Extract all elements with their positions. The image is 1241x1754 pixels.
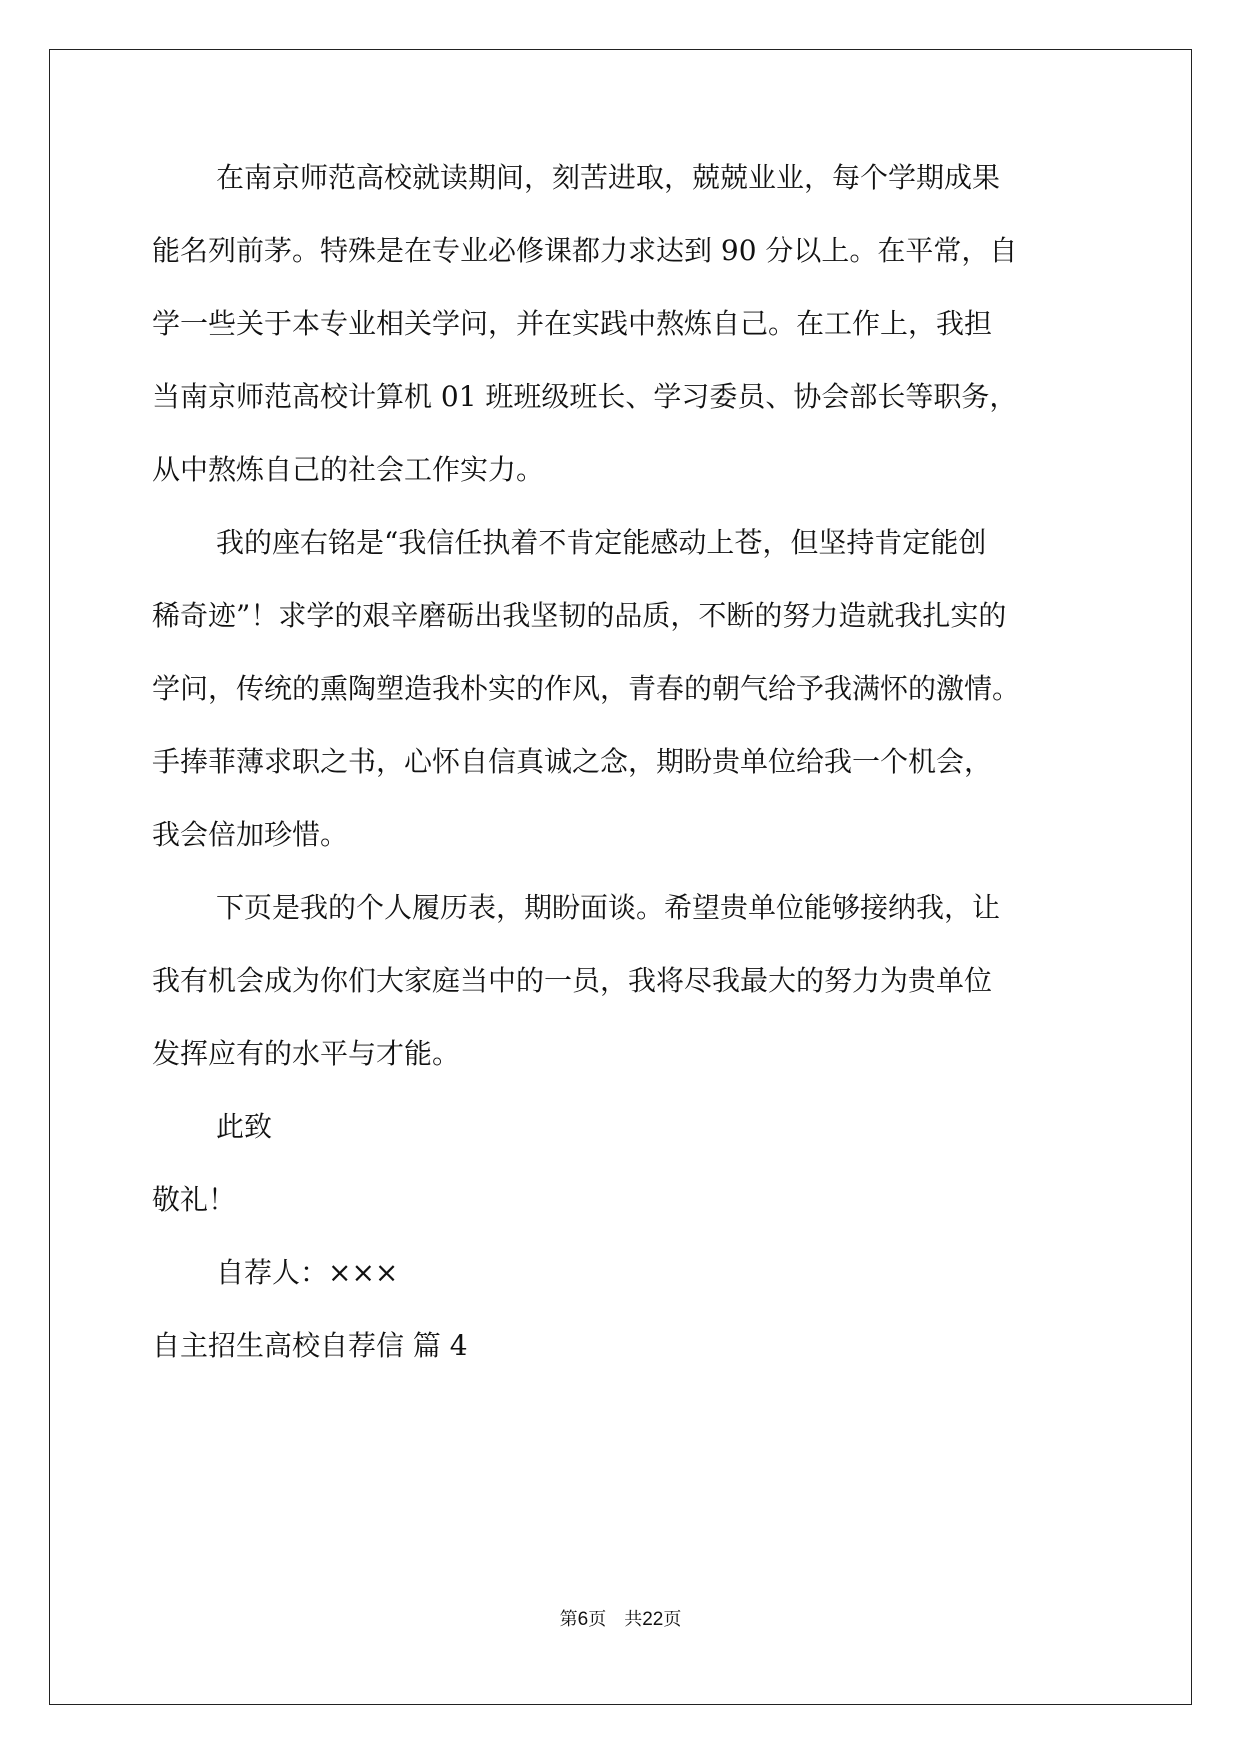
footer-total-pages: 22 [642, 1609, 664, 1630]
paragraph-1-line-1: 在南京师范高校就读期间，刻苦进取，兢兢业业，每个学期成果 [216, 161, 1001, 194]
paragraph-2-line-3: 学问，传统的熏陶塑造我朴实的作风，青春的朝气给予我满怀的激情。 [152, 672, 1021, 705]
paragraph-1-line-3: 学一些关于本专业相关学问，并在实践中熬炼自己。在工作上，我担 [152, 307, 993, 340]
footer-mid: 页 共 [588, 1609, 643, 1629]
paragraph-2-line-5: 我会倍加珍惜。 [152, 818, 349, 851]
page-footer [0, 1605, 1241, 1631]
paragraph-1-line-4: 当南京师范高校计算机 01 班班级班长、学习委员、协会部长等职务， [152, 380, 1018, 413]
page-border [49, 49, 1192, 1705]
paragraph-2-line-4: 手捧菲薄求职之书，心怀自信真诚之念，期盼贵单位给我一个机会， [152, 745, 993, 778]
signature-line: 自荐人：××× [216, 1256, 399, 1289]
closing-respect: 敬礼！ [152, 1183, 237, 1216]
paragraph-1-line-5: 从中熬炼自己的社会工作实力。 [152, 453, 545, 486]
paragraph-2-line-1: 我的座右铭是“我信任执着不肯定能感动上苍，但坚持肯定能创 [216, 526, 987, 559]
footer-suffix: 页 [663, 1609, 682, 1629]
footer-page-number: 6 [577, 1609, 589, 1630]
footer-prefix: 第 [559, 1609, 578, 1629]
paragraph-3-line-3: 发挥应有的水平与才能。 [152, 1037, 461, 1070]
section-heading: 自主招生高校自荐信 篇 4 [152, 1329, 468, 1362]
paragraph-3-line-1: 下页是我的个人履历表，期盼面谈。希望贵单位能够接纳我，让 [216, 891, 1001, 924]
paragraph-1-line-2: 能名列前茅。特殊是在专业必修课都力求达到 90 分以上。在平常，自 [152, 234, 1018, 267]
paragraph-3-line-2: 我有机会成为你们大家庭当中的一员，我将尽我最大的努力为贵单位 [152, 964, 993, 997]
closing-salutation: 此致 [216, 1110, 273, 1143]
paragraph-2-line-2: 稀奇迹”！求学的艰辛磨砺出我坚韧的品质，不断的努力造就我扎实的 [152, 599, 1007, 632]
